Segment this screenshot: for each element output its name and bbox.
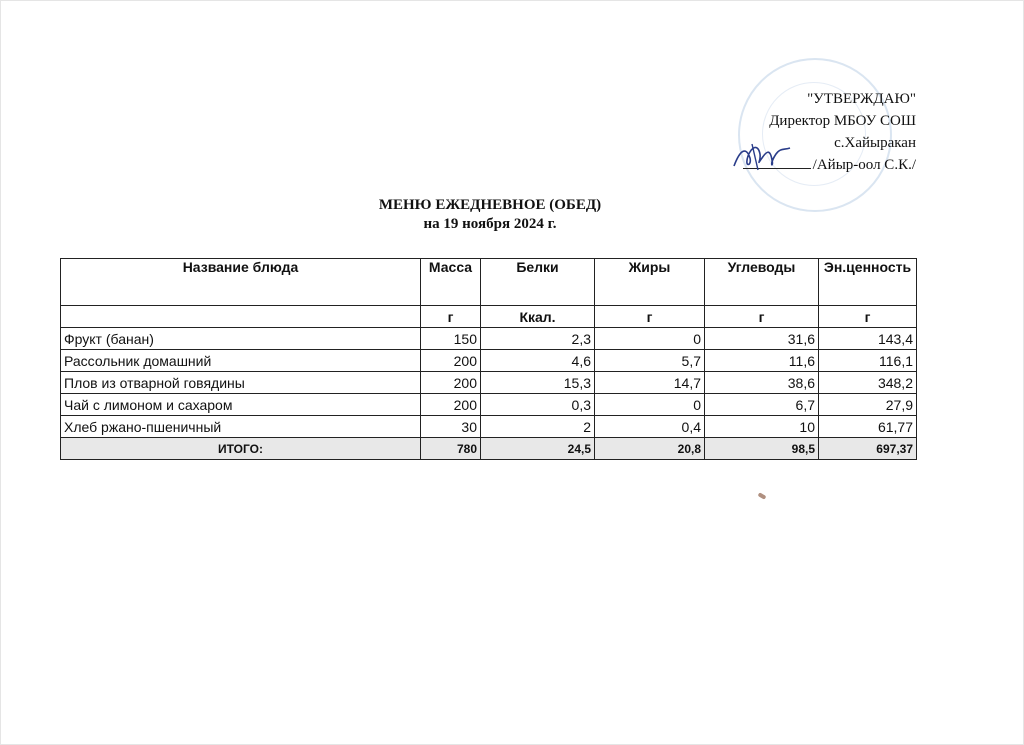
energy-cell: 61,77 — [819, 416, 917, 438]
mass-cell: 200 — [421, 394, 481, 416]
mass-cell: 200 — [421, 372, 481, 394]
dish-name: Плов из отварной говядины — [61, 372, 421, 394]
table-row — [61, 372, 917, 394]
energy-cell: 116,1 — [819, 350, 917, 372]
proteins-cell: 2,3 — [481, 328, 595, 350]
document-title: МЕНЮ ЕЖЕДНЕВНОЕ (ОБЕД) — [378, 197, 602, 213]
total-carbs: 98,5 — [705, 438, 819, 460]
unit-cell: г — [705, 306, 819, 328]
document-header — [0, 196, 980, 234]
mass-cell: 30 — [421, 416, 481, 438]
table-row — [61, 394, 917, 416]
energy-cell: 143,4 — [819, 328, 917, 350]
table-row — [61, 350, 917, 372]
approval-signer: /Айыр-оол С.К./ — [812, 157, 916, 173]
header-fats: Жиры — [595, 259, 705, 306]
unit-cell: г — [819, 306, 917, 328]
table-units-row — [61, 306, 917, 328]
fats-cell: 0 — [595, 394, 705, 416]
dish-name: Хлеб ржано-пшеничный — [61, 416, 421, 438]
approval-place: с.Хайыракан — [834, 135, 916, 151]
approval-title: "УТВЕРЖДАЮ" — [807, 91, 916, 107]
header-energy: Эн.ценность — [819, 259, 917, 306]
dish-name: Чай с лимоном и сахаром — [61, 394, 421, 416]
table-header-row — [61, 259, 917, 306]
unit-cell: Ккал. — [481, 306, 595, 328]
carbs-cell: 31,6 — [705, 328, 819, 350]
fats-cell: 5,7 — [595, 350, 705, 372]
fats-cell: 0 — [595, 328, 705, 350]
carbs-cell: 11,6 — [705, 350, 819, 372]
total-row — [61, 438, 917, 460]
unit-cell: г — [421, 306, 481, 328]
approval-position: Директор МБОУ СОШ — [769, 113, 916, 129]
proteins-cell: 0,3 — [481, 394, 595, 416]
fats-cell: 14,7 — [595, 372, 705, 394]
header-dish: Название блюда — [61, 259, 421, 306]
proteins-cell: 15,3 — [481, 372, 595, 394]
signature-icon — [730, 140, 794, 174]
dish-name: Рассольник домашний — [61, 350, 421, 372]
menu-table — [60, 258, 917, 460]
fats-cell: 0,4 — [595, 416, 705, 438]
total-energy: 697,37 — [819, 438, 917, 460]
total-proteins: 24,5 — [481, 438, 595, 460]
energy-cell: 348,2 — [819, 372, 917, 394]
header-mass: Масса — [421, 259, 481, 306]
unit-cell: г — [595, 306, 705, 328]
table-row — [61, 416, 917, 438]
unit-cell — [61, 306, 421, 328]
document-date: на 19 ноября 2024 г. — [423, 216, 557, 232]
carbs-cell: 10 — [705, 416, 819, 438]
total-mass: 780 — [421, 438, 481, 460]
carbs-cell: 38,6 — [705, 372, 819, 394]
total-fats: 20,8 — [595, 438, 705, 460]
proteins-cell: 2 — [481, 416, 595, 438]
header-proteins: Белки — [481, 259, 595, 306]
energy-cell: 27,9 — [819, 394, 917, 416]
total-label: ИТОГО: — [61, 438, 421, 460]
header-carbs: Углеводы — [705, 259, 819, 306]
table-row — [61, 328, 917, 350]
proteins-cell: 4,6 — [481, 350, 595, 372]
mass-cell: 150 — [421, 328, 481, 350]
dish-name: Фрукт (банан) — [61, 328, 421, 350]
mass-cell: 200 — [421, 350, 481, 372]
carbs-cell: 6,7 — [705, 394, 819, 416]
